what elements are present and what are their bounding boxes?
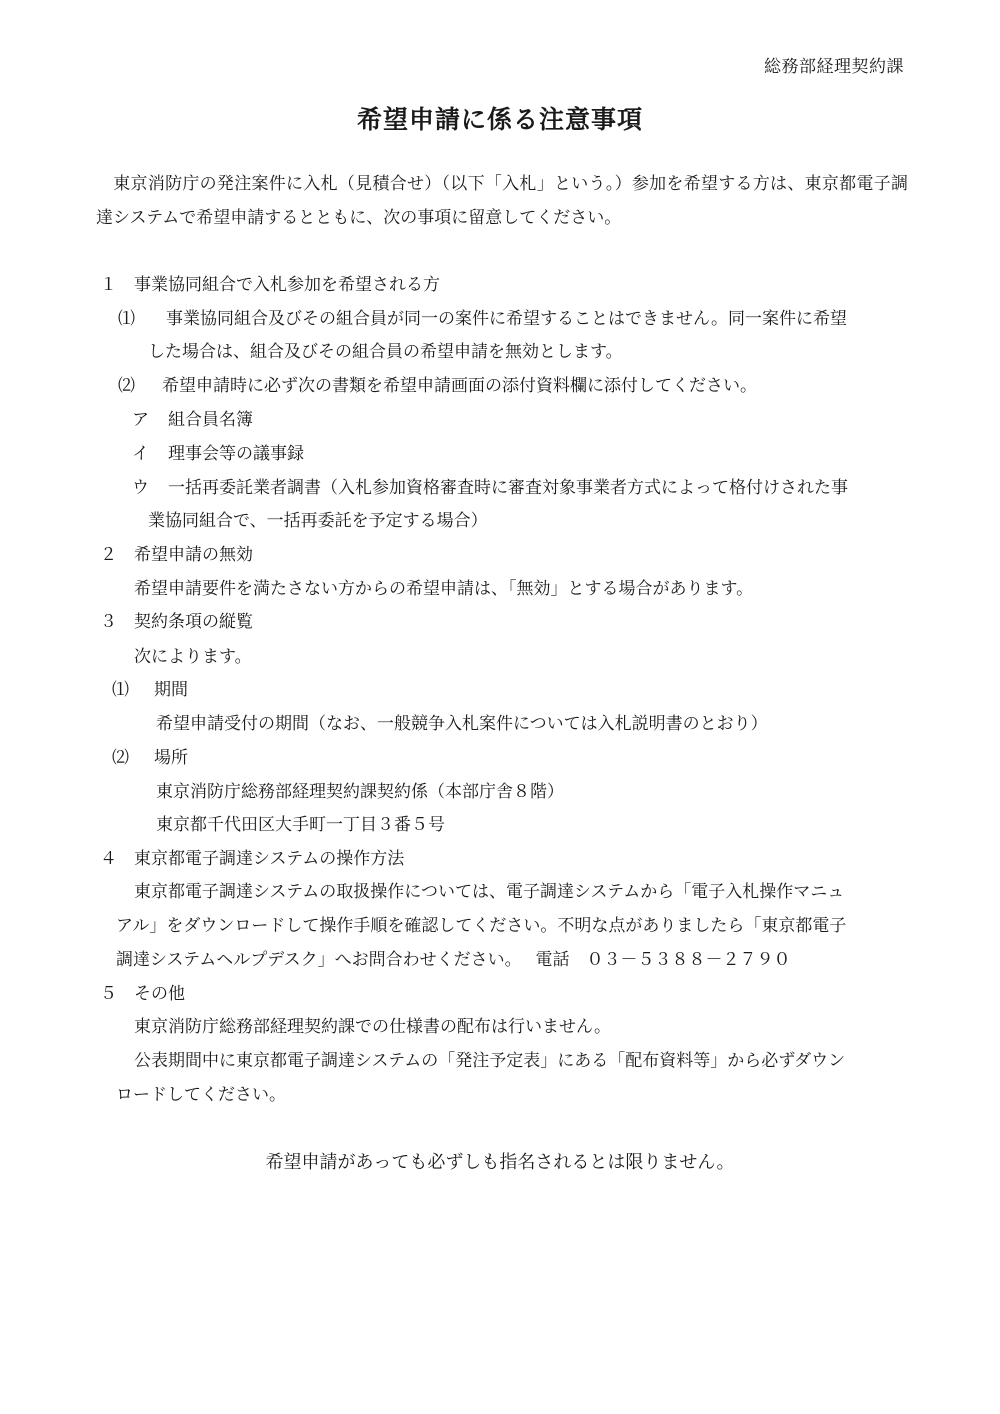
section-1-item-1-marker: ⑴: [118, 309, 135, 329]
section-2-heading: 希望申請の無効: [134, 545, 253, 565]
section-3-text: 次によります。: [134, 647, 252, 667]
section-4-heading: 東京都電子調達システムの操作方法: [134, 849, 405, 869]
section-2-text: 希望申請要件を満たさない方からの希望申請は、「無効」とする場合があります。: [134, 579, 754, 599]
section-5-heading: その他: [134, 984, 185, 1004]
section-5-line-3: ロードしてください。: [116, 1085, 286, 1105]
section-1-sub-b-text: 理事会等の議事録: [168, 444, 304, 464]
section-1-sub-a-marker: ア: [132, 410, 149, 430]
closing-note: 希望申請があっても必ずしも指名されるとは限りません。: [265, 1152, 735, 1173]
section-1-sub-c-marker: ウ: [132, 478, 149, 498]
section-3-item-2-line-1: 東京消防庁総務部経理契約課契約係（本部庁舎８階）: [156, 782, 564, 802]
section-1-item-2-marker: ⑵: [118, 376, 135, 396]
section-2-number: ２: [100, 545, 117, 565]
section-1-sub-a-text: 組合員名簿: [168, 410, 253, 430]
section-3-item-1-marker: ⑴: [112, 680, 129, 700]
department-name: 総務部経理契約課: [764, 57, 904, 77]
section-3-item-2-heading: 場所: [154, 748, 188, 768]
section-1-heading: 事業協同組合で入札参加を希望される方: [134, 275, 440, 295]
page-title: 希望申請に係る注意事項: [356, 105, 643, 134]
intro-paragraph: 東京消防庁の発注案件に入札（見積合せ）（以下「入札」という。）参加を希望する方は、東京都電子調達システムで希望申請するとともに、次の事項に留意してください。: [96, 174, 908, 228]
section-1-number: １: [100, 275, 117, 295]
section-5-line-2: 公表期間中に東京都電子調達システムの「発注予定表」にある「配布資料等」から必ずダウン: [134, 1051, 846, 1071]
section-3-heading: 契約条項の縦覧: [134, 612, 253, 632]
section-4-number: ４: [100, 849, 117, 869]
section-1-sub-c-line-1: 一括再委託業者調書（入札参加資格審査時に審査対象事業者方式によって格付けされた事: [168, 478, 848, 498]
section-1-item-1-line-1: 事業協同組合及びその組合員が同一の案件に希望することはできません。同一案件に希望: [166, 309, 848, 329]
section-1-sub-b-marker: イ: [132, 444, 149, 464]
section-4-line-3: 調達システムヘルプデスク」へお問合わせください。 電話 ０３－５３８８－２７９０: [116, 950, 791, 970]
section-1-sub-c-line-2: 業協同組合で、一括再委託を予定する場合）: [148, 511, 488, 531]
section-1-item-1-line-2: した場合は、組合及びその組合員の希望申請を無効とします。: [148, 342, 623, 362]
section-3-item-2-marker: ⑵: [112, 748, 129, 768]
section-1-item-2-text: 希望申請時に必ず次の書類を希望申請画面の添付資料欄に添付してください。: [162, 376, 757, 396]
section-3-item-1-text: 希望申請受付の期間（なお、一般競争入札案件については入札説明書のとおり）: [156, 714, 768, 734]
section-5-number: ５: [100, 984, 117, 1004]
section-3-item-1-heading: 期間: [154, 680, 188, 700]
section-4-line-2: アル」をダウンロードして操作手順を確認してください。不明な点がありましたら「東京都電子: [116, 916, 847, 936]
section-3-number: ３: [100, 612, 117, 632]
section-4-line-1: 東京都電子調達システムの取扱操作については、電子調達システムから「電子入札操作マニュ: [134, 882, 845, 902]
section-5-line-1: 東京消防庁総務部経理契約課での仕様書の配布は行いません。: [134, 1017, 612, 1037]
section-3-item-2-line-2: 東京都千代田区大手町一丁目３番５号: [156, 815, 445, 835]
